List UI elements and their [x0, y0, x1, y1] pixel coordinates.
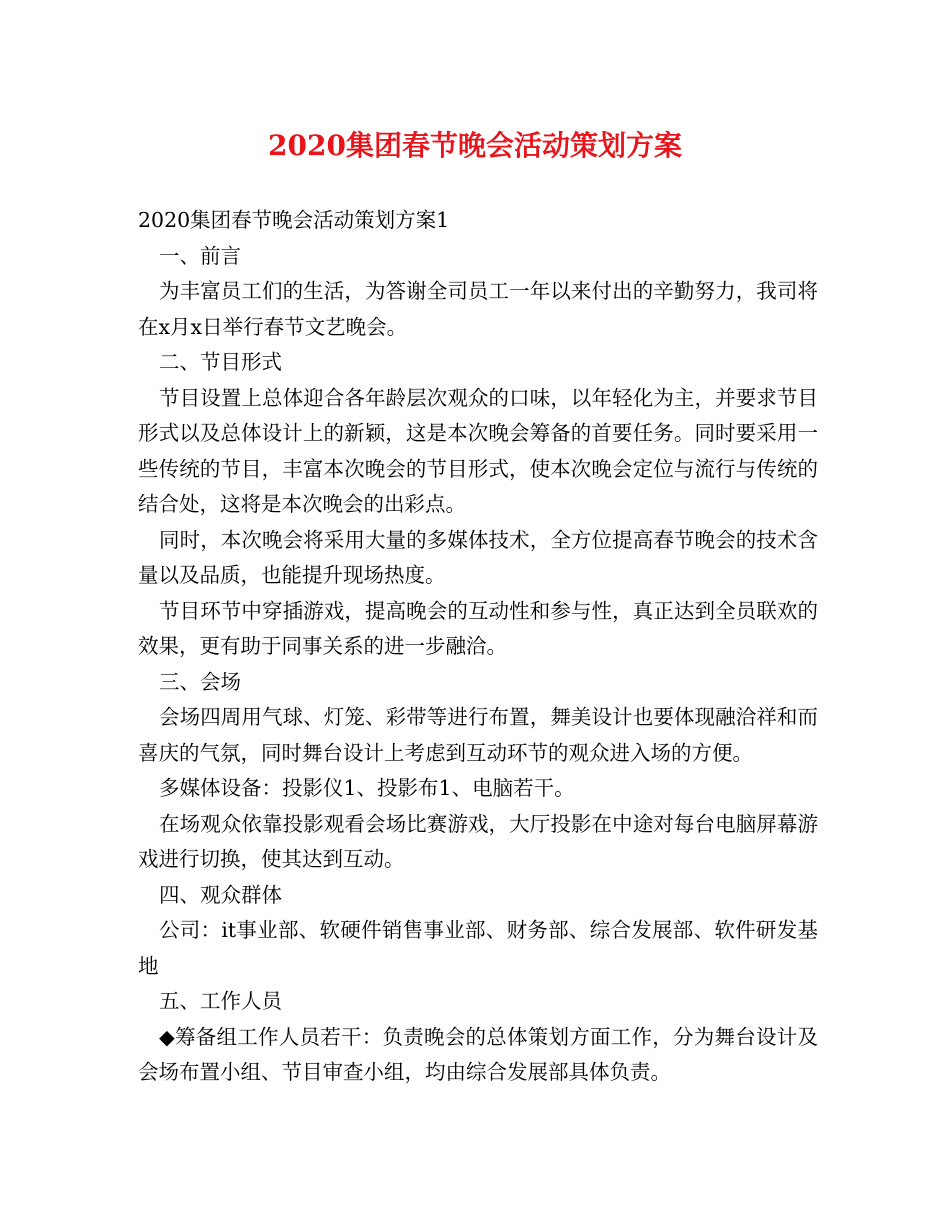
paragraph-venue-decoration: 会场四周用气球、灯笼、彩带等进行布置，舞美设计也要体现融洽祥和而喜庆的气氛，同时舞台设计上考虑到互动环节的观众进入场的方便。 — [138, 705, 818, 765]
paragraph-equipment: 多媒体设备：投影仪1、投影布1、电脑若干。 — [159, 776, 575, 800]
paragraph-projection: 在场观众依靠投影观看会场比赛游戏，大厅投影在中途对每台电脑屏幕游戏进行切换，使其达到互动。 — [138, 811, 818, 871]
paragraph-games: 节目环节中穿插游戏，提高晚会的互动性和参与性，真正达到全员联欢的效果，更有助于同事关系的进一步融洽。 — [138, 598, 818, 658]
section-heading-program-format: 二、节目形式 — [159, 350, 282, 374]
paragraph-multimedia: 同时，本次晚会将采用大量的多媒体技术，全方位提高春节晚会的技术含量以及品质，也能提升现场热度。 — [138, 527, 818, 587]
paragraph-staff: ◆筹备组工作人员若干：负责晚会的总体策划方面工作，分为舞台设计及会场布置小组、节目审查小组，均由综合发展部具体负责。 — [138, 1024, 818, 1084]
section-heading-preface: 一、前言 — [159, 243, 241, 268]
document-body — [138, 203, 818, 1091]
paragraph-program-design: 节目设置上总体迎合各年龄层次观众的口味，以年轻化为主，并要求节目形式以及总体设计上的新颖，这是本次晚会筹备的首要任务。同时要采用一些传统的节目，丰富本次晚会的节目形式，使本次晚会定位与流行与传统的结合处，这将是本次晚会的出彩点。 — [138, 385, 818, 516]
paragraph-preface: 为丰富员工们的生活，为答谢全司员工一年以来付出的辛勤努力，我司将在x月x日举行春节文艺晚会。 — [138, 279, 818, 339]
section-heading-audience: 四、观众群体 — [159, 882, 282, 907]
section-heading-staff: 五、工作人员 — [159, 989, 282, 1013]
document-subtitle: 2020集团春节晚会活动策划方案1 — [138, 208, 450, 232]
section-heading-venue: 三、会场 — [159, 669, 241, 694]
paragraph-audience: 公司：it事业部、软硬件销售事业部、财务部、综合发展部、软件研发基地 — [138, 918, 818, 978]
document-title: 2020集团春节晚会活动策划方案 — [268, 129, 682, 162]
